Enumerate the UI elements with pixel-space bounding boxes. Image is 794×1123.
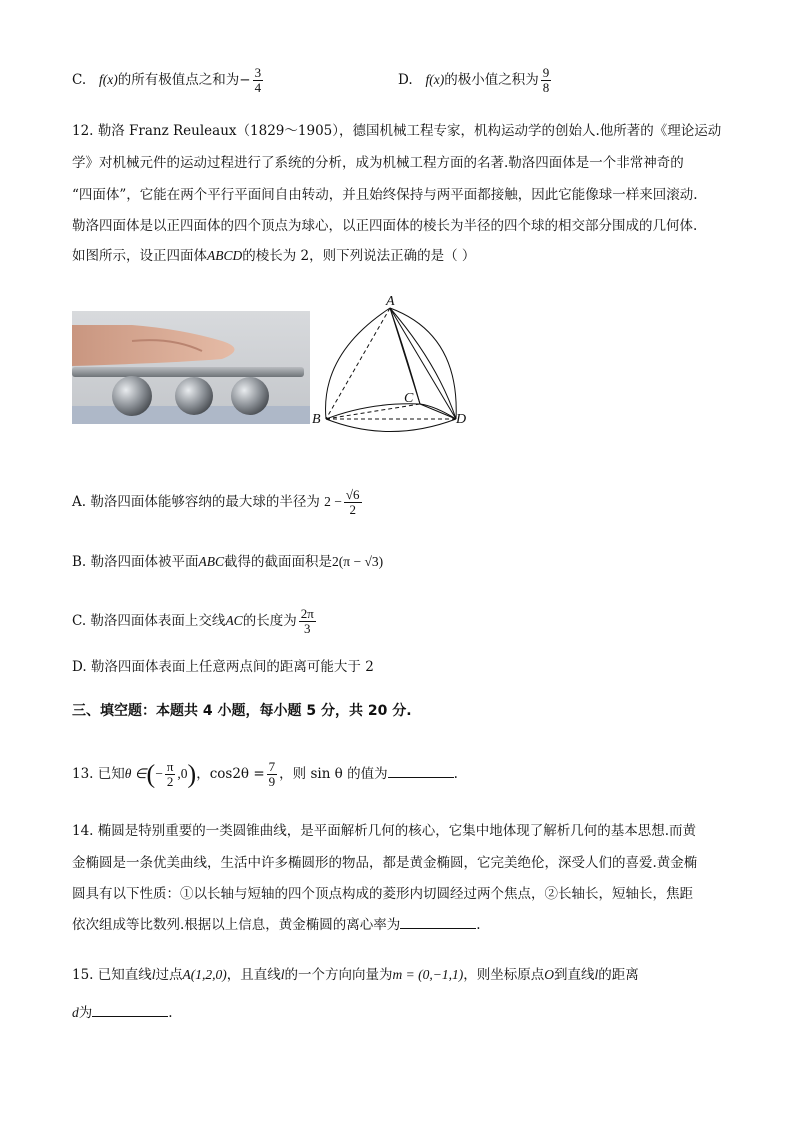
option-label: C. xyxy=(72,72,87,88)
origin-symbol: O xyxy=(544,967,555,982)
segment-name: AC xyxy=(225,613,243,628)
text: 为 xyxy=(78,1005,93,1021)
numerator: 9 xyxy=(542,65,550,80)
q12-option-a xyxy=(72,488,364,517)
q11-option-c xyxy=(72,66,265,95)
fraction xyxy=(165,760,176,789)
denominator: 2 xyxy=(349,502,356,517)
plane-name: ABC xyxy=(198,554,225,569)
vertex-label-a: A xyxy=(386,294,395,309)
numerator: 7 xyxy=(268,759,276,774)
vector-expression: m = (0,−1,1) xyxy=(392,967,464,982)
left-paren: ( xyxy=(146,759,156,789)
q12-option-c xyxy=(72,607,318,636)
minus-sign: − xyxy=(239,72,251,88)
section-heading: 三、填空题：本题共 4 小题，每小题 5 分，共 20 分. xyxy=(72,703,412,719)
text: . xyxy=(168,1005,173,1021)
function-symbol: f(x) xyxy=(425,72,445,87)
denominator: 9 xyxy=(268,774,276,789)
text: 依次组成等比数列.根据以上信息，黄金椭圆的离心率为 xyxy=(72,917,401,933)
q12-line-4: 勒洛四面体是以正四面体的四个顶点为球心，以正四面体的棱长为半径的四个球的相交部分围成的几何体. xyxy=(72,218,698,234)
expression: 2(π − √3) xyxy=(332,554,384,569)
vertex-label-d: D xyxy=(456,412,467,427)
q14-line-2: 金椭圆是一条优美曲线，生活中许多椭圆形的物品，都是黄金椭圆，它完美绝伦，深受人们的喜爱.黄金椭 xyxy=(72,855,698,871)
text: 如图所示，设正四面体 xyxy=(72,248,207,264)
option-text: 的长度为 xyxy=(242,613,297,629)
numerator: 2π xyxy=(300,606,314,621)
point-expression: A(1,2,0) xyxy=(182,967,227,982)
q11-option-d xyxy=(398,66,553,95)
expression: 2 − xyxy=(324,494,342,509)
q15-line-1 xyxy=(72,965,639,985)
denominator: 2 xyxy=(166,774,174,789)
vertex-label-c: C xyxy=(404,391,414,406)
function-symbol: f(x) xyxy=(99,72,118,87)
reuleaux-photo xyxy=(72,311,310,424)
fraction xyxy=(344,488,362,517)
fraction xyxy=(267,760,278,789)
line-symbol: l xyxy=(151,967,156,982)
minus-sign: − xyxy=(155,766,163,781)
text: 的距离 xyxy=(598,967,639,983)
fraction xyxy=(299,607,316,636)
option-text: A. 勒洛四面体能够容纳的最大球的半径为 xyxy=(72,494,320,510)
expression: ，cos2θ = xyxy=(196,766,265,782)
expression: θ ∈ xyxy=(124,766,147,781)
line-symbol: l xyxy=(594,967,599,982)
answer-blank[interactable] xyxy=(92,1002,168,1017)
q12-line-1: 12. 勒洛 Franz Reuleaux（1829～1905），德国机械工程专家，机构运动学的创始人.他所著的《理论运动 xyxy=(72,123,722,139)
text: . xyxy=(476,917,481,933)
text: 到直线 xyxy=(554,967,595,983)
line-symbol: l xyxy=(280,967,285,982)
text: ，则 sin θ 的值为 xyxy=(279,766,388,782)
numerator: π xyxy=(166,759,174,774)
text: ，则坐标原点 xyxy=(463,967,545,983)
q15-line-2 xyxy=(72,1002,173,1023)
answer-blank[interactable] xyxy=(400,914,476,929)
denominator: 8 xyxy=(542,80,550,95)
q14-line-4 xyxy=(72,914,481,935)
denominator: 3 xyxy=(303,621,311,636)
right-paren: ) xyxy=(187,759,197,789)
q12-option-b xyxy=(72,552,383,572)
option-text: C. 勒洛四面体表面上交线 xyxy=(72,613,226,629)
fraction xyxy=(541,66,552,95)
distance-symbol: d xyxy=(72,1005,79,1020)
text: 的棱长为 2，则下列说法正确的是（ ） xyxy=(242,248,476,264)
option-text: 截得的截面面积是 xyxy=(224,554,333,570)
tetrahedron-name: ABCD xyxy=(207,248,243,263)
q13 xyxy=(72,760,458,789)
text: . xyxy=(453,766,458,782)
option-text: 的极小值之积为 xyxy=(444,72,539,88)
fraction xyxy=(253,66,264,95)
text: 15. 已知直线 xyxy=(72,967,152,983)
reuleaux-tetrahedron-figure xyxy=(310,294,480,438)
q12-option-d: D. 勒洛四面体表面上任意两点间的距离可能大于 2 xyxy=(72,659,374,675)
vertex-label-b: B xyxy=(312,412,321,427)
option-label: D. xyxy=(398,72,413,88)
numerator: 3 xyxy=(254,65,262,80)
option-text: B. 勒洛四面体被平面 xyxy=(72,554,199,570)
numerator: √6 xyxy=(345,487,360,502)
q12-line-2: 学》对机械元件的运动过程进行了系统的分析，成为机械工程方面的名著.勒洛四面体是一个非常神奇的 xyxy=(72,155,684,171)
q14-line-3: 圆具有以下性质：①以长轴与短轴的四个顶点构成的菱形内切圆经过两个焦点，②长轴长，短轴长，焦距 xyxy=(72,886,693,902)
q12-line-5 xyxy=(72,246,475,266)
q14-line-1: 14. 椭圆是特别重要的一类圆锥曲线，是平面解析几何的核心，它集中地体现了解析几何的基本思想.而黄 xyxy=(72,823,697,839)
denominator: 4 xyxy=(254,80,262,95)
option-text: 的所有极值点之和为 xyxy=(117,72,240,88)
text: ，且直线 xyxy=(226,967,281,983)
text: 的一个方向向量为 xyxy=(284,967,393,983)
text: 过点 xyxy=(155,967,183,983)
answer-blank[interactable] xyxy=(388,763,454,778)
text: 13. 已知 xyxy=(72,766,125,782)
expression: ,0 xyxy=(177,766,188,781)
q12-line-3: “四面体”，它能在两个平行平面间自由转动，并且始终保持与两平面都接触，因此它能像球一样来回滚动. xyxy=(72,187,698,203)
